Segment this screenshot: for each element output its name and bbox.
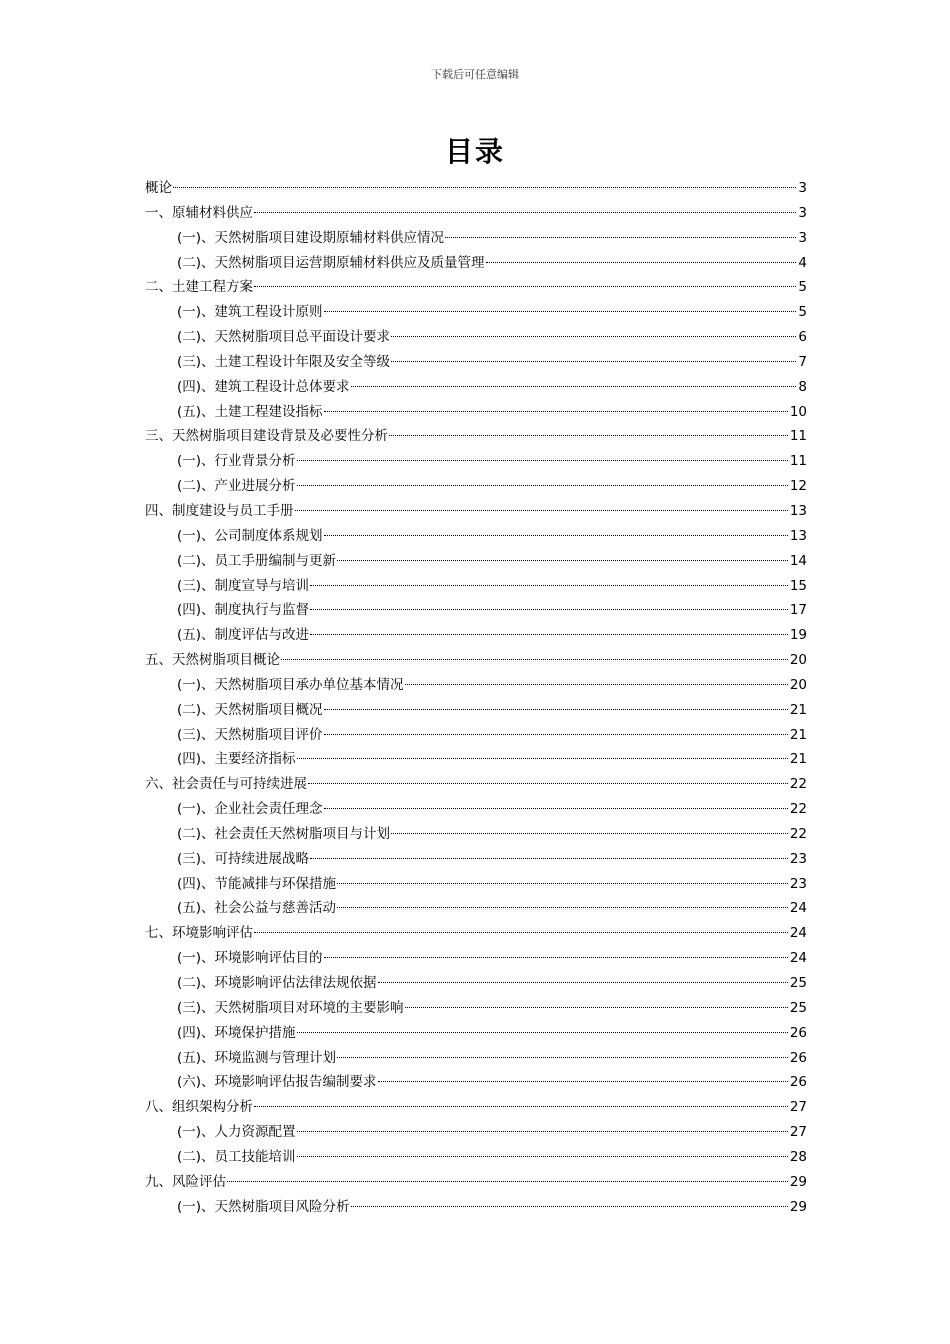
toc-dot-leader: [297, 1032, 788, 1033]
toc-entry[interactable]: [145, 872, 807, 897]
toc-entry-text: (五)、制度评估与改进: [177, 627, 310, 644]
toc-entry[interactable]: [145, 549, 807, 574]
toc-entry[interactable]: [145, 971, 807, 996]
toc-entry-text: (三)、制度宣导与培训: [177, 577, 310, 594]
toc-entry[interactable]: [145, 1070, 807, 1095]
toc-page-number: 11: [789, 428, 807, 445]
toc-entry[interactable]: [145, 1046, 807, 1071]
toc-dot-leader: [297, 1156, 788, 1157]
toc-entry-text: (二)、环境影响评估法律法规依据: [177, 975, 377, 991]
toc-entry[interactable]: [145, 350, 807, 375]
toc-entry-text: 九、风险评估: [145, 1173, 226, 1190]
toc-entry-text: (四)、环境保护措施: [177, 1024, 296, 1041]
toc-dot-leader: [337, 560, 788, 561]
toc-dot-leader: [445, 237, 796, 238]
toc-entry-text: (四)、制度执行与监督: [177, 602, 310, 619]
toc-entry[interactable]: [145, 946, 807, 971]
toc-entry[interactable]: [145, 325, 807, 350]
toc-entry-text: (三)、可持续进展战略: [177, 850, 310, 867]
toc-page-number: 24: [789, 925, 807, 942]
toc-entry-text: 五、天然树脂项目概论: [145, 652, 280, 669]
toc-dot-leader: [254, 932, 788, 933]
toc-entry-text: 七、环境影响评估: [145, 925, 253, 942]
toc-entry-text: (一)、天然树脂项目承办单位基本情况: [177, 676, 404, 693]
toc-page-number: 29: [789, 1198, 807, 1215]
toc-entry-text: (二)、社会责任天然树脂项目与计划: [177, 825, 391, 842]
toc-entry-text: (一)、环境影响评估目的: [177, 950, 323, 967]
toc-entry-text: (五)、土建工程建设指标: [177, 403, 323, 420]
toc-dot-leader: [391, 833, 788, 834]
toc-entry-text: (六)、环境影响评估报告编制要求: [177, 1074, 377, 1091]
toc-page-number: 3: [798, 229, 807, 246]
toc-dot-leader: [297, 460, 788, 461]
toc-page-number: 7: [798, 353, 807, 370]
toc-entry-text: (一)、天然树脂项目风险分析: [177, 1198, 350, 1215]
toc-entry[interactable]: [145, 921, 807, 946]
toc-page-number: 17: [789, 602, 807, 619]
toc-entry[interactable]: [145, 648, 807, 673]
toc-dot-leader: [391, 361, 796, 362]
toc-entry[interactable]: [145, 226, 807, 251]
toc-dot-leader: [254, 212, 796, 213]
toc-page-number: 25: [789, 975, 807, 991]
toc-page-number: 21: [789, 726, 807, 743]
toc-entry[interactable]: [145, 847, 807, 872]
toc-entry[interactable]: [145, 1095, 807, 1120]
toc-entry-text: (四)、主要经济指标: [177, 751, 296, 768]
toc-entry-text: 二、土建工程方案: [145, 279, 253, 296]
toc-entry[interactable]: [145, 201, 807, 226]
toc-page-number: 15: [789, 577, 807, 594]
toc-dot-leader: [254, 1106, 788, 1107]
page-title: 目录: [444, 135, 505, 168]
toc-dot-leader: [324, 808, 788, 809]
toc-page-number: 12: [789, 478, 807, 495]
toc-page-number: 19: [789, 627, 807, 644]
toc-page-number: 28: [789, 1148, 807, 1165]
toc-entry[interactable]: [145, 300, 807, 325]
toc-dot-leader: [324, 311, 797, 312]
toc-entry-text: 六、社会责任与可持续进展: [145, 776, 307, 793]
toc-entry[interactable]: [145, 1195, 807, 1220]
toc-page-number: 26: [789, 1049, 807, 1066]
toc-entry[interactable]: [145, 822, 807, 847]
toc-page-number: 24: [789, 900, 807, 917]
toc-page-number: 22: [789, 825, 807, 842]
toc-entry-text: (二)、员工技能培训: [177, 1148, 296, 1165]
toc-entry[interactable]: [145, 275, 807, 300]
toc-dot-leader: [297, 485, 788, 486]
toc-entry-text: 四、制度建设与员工手册: [145, 502, 294, 519]
toc-dot-leader: [308, 783, 788, 784]
toc-dot-leader: [310, 585, 788, 586]
toc-page-number: 21: [789, 751, 807, 768]
toc-entry[interactable]: [145, 797, 807, 822]
toc-entry[interactable]: [145, 574, 807, 599]
toc-page-number: 21: [789, 701, 807, 718]
toc-entry[interactable]: [145, 400, 807, 425]
toc-page-number: 13: [789, 502, 807, 519]
toc-entry[interactable]: [145, 673, 807, 698]
toc-entry-text: (三)、天然树脂项目评价: [177, 726, 323, 743]
toc-dot-leader: [324, 734, 788, 735]
toc-page-number: 3: [798, 204, 807, 221]
toc-page-number: 22: [789, 801, 807, 818]
toc-page-number: 23: [789, 875, 807, 892]
toc-page-number: 24: [789, 950, 807, 967]
toc-entry-text: 三、天然树脂项目建设背景及必要性分析: [145, 428, 388, 445]
toc-entry-text: 一、原辅材料供应: [145, 204, 253, 221]
toc-dot-leader: [391, 336, 796, 337]
toc-entry-text: (一)、企业社会责任理念: [177, 801, 323, 818]
toc-entry[interactable]: [145, 1170, 807, 1195]
toc-entry[interactable]: [145, 524, 807, 549]
toc-entry-text: (一)、建筑工程设计原则: [177, 304, 323, 321]
toc-entry[interactable]: [145, 896, 807, 921]
toc-page-number: 27: [789, 1124, 807, 1141]
toc-dot-leader: [310, 634, 788, 635]
toc-dot-leader: [254, 286, 796, 287]
toc-dot-leader: [405, 1007, 788, 1008]
toc-dot-leader: [324, 411, 788, 412]
toc-entry-text: (三)、土建工程设计年限及安全等级: [177, 353, 391, 370]
toc-dot-leader: [324, 709, 788, 710]
toc-page-number: 14: [789, 552, 807, 569]
toc-entry[interactable]: [145, 598, 807, 623]
toc-page-number: 13: [789, 527, 807, 544]
toc-entry[interactable]: [145, 747, 807, 772]
toc-page-number: 20: [789, 652, 807, 669]
toc-entry[interactable]: [145, 375, 807, 400]
toc-dot-leader: [173, 187, 796, 188]
toc-dot-leader: [351, 1206, 788, 1207]
toc-dot-leader: [405, 684, 788, 685]
toc-dot-leader: [297, 758, 788, 759]
toc-page-number: 5: [798, 279, 807, 296]
toc-page-number: 26: [789, 1074, 807, 1091]
toc-entry-text: (一)、人力资源配置: [177, 1124, 296, 1141]
toc-entry[interactable]: [145, 1021, 807, 1046]
toc-entry[interactable]: [145, 623, 807, 648]
header-note: 下载后可任意编辑: [431, 68, 519, 81]
toc-page-number: 20: [789, 676, 807, 693]
toc-entry[interactable]: [145, 1120, 807, 1145]
toc-dot-leader: [324, 957, 788, 958]
toc-page-number: 29: [789, 1173, 807, 1190]
toc-entry-text: (二)、产业进展分析: [177, 478, 296, 495]
toc-page-number: 22: [789, 776, 807, 793]
toc-entry-text: (三)、天然树脂项目对环境的主要影响: [177, 999, 404, 1016]
table-of-contents: [145, 176, 807, 1219]
toc-entry[interactable]: [145, 772, 807, 797]
toc-entry-text: (一)、公司制度体系规划: [177, 527, 323, 544]
toc-entry[interactable]: [145, 698, 807, 723]
toc-entry-text: (二)、天然树脂项目总平面设计要求: [177, 329, 391, 346]
toc-page-number: 11: [789, 453, 807, 470]
toc-dot-leader: [378, 1081, 788, 1082]
toc-entry[interactable]: [145, 474, 807, 499]
toc-dot-leader: [310, 858, 788, 859]
toc-entry-text: 八、组织架构分析: [145, 1099, 253, 1116]
toc-dot-leader: [337, 907, 788, 908]
toc-entry-text: (一)、行业背景分析: [177, 453, 296, 470]
toc-dot-leader: [297, 1131, 788, 1132]
toc-entry-text: 概论: [145, 180, 172, 196]
toc-page-number: 8: [798, 378, 807, 395]
toc-entry-text: (四)、建筑工程设计总体要求: [177, 378, 350, 395]
toc-dot-leader: [378, 982, 788, 983]
toc-entry-text: (四)、节能减排与环保措施: [177, 875, 337, 892]
toc-entry[interactable]: [145, 176, 807, 201]
toc-dot-leader: [324, 535, 788, 536]
toc-page-number: 10: [789, 403, 807, 420]
toc-dot-leader: [337, 883, 788, 884]
toc-dot-leader: [310, 609, 788, 610]
toc-page-number: 23: [789, 850, 807, 867]
toc-entry[interactable]: [145, 996, 807, 1021]
toc-page-number: 3: [798, 180, 807, 196]
toc-entry-text: (五)、社会公益与慈善活动: [177, 900, 337, 917]
toc-entry[interactable]: [145, 723, 807, 748]
toc-entry-text: (一)、天然树脂项目建设期原辅材料供应情况: [177, 229, 445, 246]
toc-dot-leader: [486, 262, 797, 263]
toc-dot-leader: [295, 510, 788, 511]
toc-entry-text: (二)、天然树脂项目概况: [177, 701, 323, 718]
toc-page-number: 5: [798, 304, 807, 321]
toc-dot-leader: [227, 1181, 788, 1182]
toc-dot-leader: [351, 386, 797, 387]
toc-page-number: 25: [789, 999, 807, 1016]
toc-entry-text: (二)、天然树脂项目运营期原辅材料供应及质量管理: [177, 254, 485, 271]
toc-entry[interactable]: [145, 449, 807, 474]
toc-entry-text: (二)、员工手册编制与更新: [177, 552, 337, 569]
toc-entry[interactable]: [145, 1145, 807, 1170]
toc-entry[interactable]: [145, 499, 807, 524]
toc-dot-leader: [281, 659, 788, 660]
toc-page-number: 6: [798, 329, 807, 346]
toc-entry[interactable]: [145, 251, 807, 276]
toc-page-number: 4: [798, 254, 807, 271]
toc-entry-text: (五)、环境监测与管理计划: [177, 1049, 337, 1066]
toc-page-number: 26: [789, 1024, 807, 1041]
toc-dot-leader: [337, 1057, 788, 1058]
toc-dot-leader: [389, 435, 788, 436]
toc-page-number: 27: [789, 1099, 807, 1116]
toc-entry[interactable]: [145, 424, 807, 449]
